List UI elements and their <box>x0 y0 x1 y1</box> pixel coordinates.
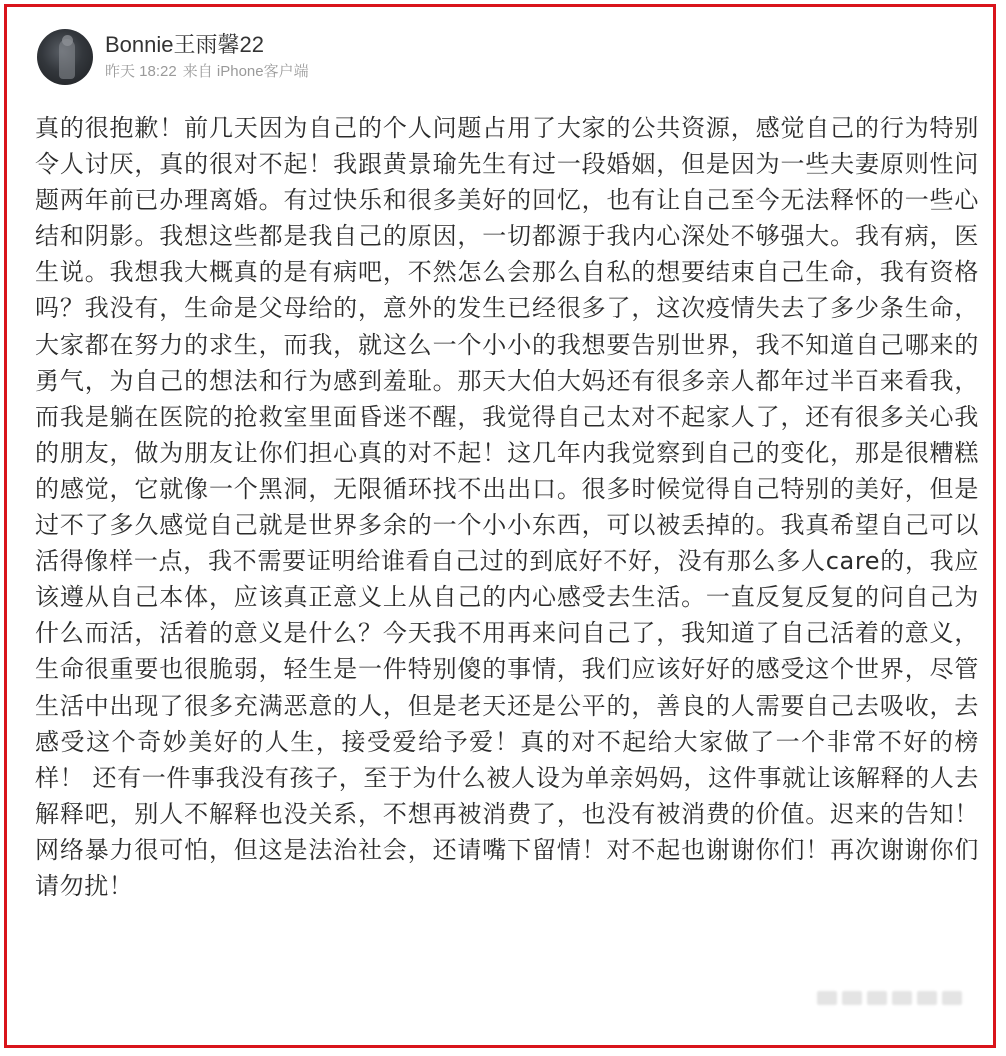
post-meta <box>105 31 309 83</box>
screenshot-frame <box>4 4 996 1048</box>
post-time: 昨天 18:22 <box>105 63 177 80</box>
user-avatar-icon[interactable] <box>37 29 93 85</box>
post-body-text: 真的很抱歉！前几天因为自己的个人问题占用了大家的公共资源，感觉自己的行为特别令人讨厌，真的很对不起！我跟黄景瑜先生有过一段婚姻，但是因为一些夫妻原则性问题两年前已办理离婚。有过快乐和很多美好的回忆，也有让自己至今无法释怀的一些心结和阴影。我想这些都是我自己的原因，一切都源于我内心深处不够强大。我有病，医生说。我想我大概真的是有病吧，不然怎么会那么自私的想要结束自己生命，我有资格吗？我没有，生命是父母给的，意外的发生已经很多了，这次疫情失去了多少条生命，大家都在努力的求生，而我，就这么一个小小的我想要告别世界，我不知道自己哪来的勇气，为自己的想法和行为感到羞耻。那天大伯大妈还有很多亲人都年过半百来看我，而我是躺在医院的抢救室里面昏迷不醒，我觉得自己太对不起家人了，还有很多关心我的朋友，做为朋友让你们担心真的对不起！这几年内我觉察到自己的变化，那是很糟糕的感觉，它就像一个黑洞，无限循环找不出出口。很多时候觉得自己特别的美好，但是过不了多久感觉自己就是世界多余的一个小小东西，可以被丢掉的。我真希望自己可以活得像样一点，我不需要证明给谁看自己过的到底好不好，没有那么多人care的，我应该遵从自己本体，应该真正意义上从自己的内心感受去生活。一直反复反复的问自己为什么而活，活着的意义是什么？今天我不用再来问自己了，我知道了自己活着的意义，生命很重要也很脆弱，轻生是一件特别傻的事情，我们应该好好的感受这个世界，尽管生活中出现了很多充满恶意的人，但是老天还是公平的，善良的人需要自己去吸收，去感受这个奇妙美好的人生，接受爱给予爱！真的对不起给大家做了一个非常不好的榜样！ 还有一件事我没有孩子，至于为什么被人设为单亲妈妈，这件事就让该解释的人去解释吧，别人不解释也没关系，不想再被消费了，也没有被消费的价值。迟来的告知！网络暴力很可怕，但这是法治社会，还请嘴下留情！对不起也谢谢你们！再次谢谢你们请勿扰！ <box>35 114 979 900</box>
post-source: 来自 iPhone客户端 <box>182 63 309 80</box>
post-header <box>37 27 309 87</box>
blurred-watermark <box>817 985 967 1011</box>
post-subline <box>105 61 309 83</box>
avatar-figure-shape <box>59 39 75 79</box>
author-name[interactable]: Bonnie王雨馨22 <box>105 32 264 57</box>
